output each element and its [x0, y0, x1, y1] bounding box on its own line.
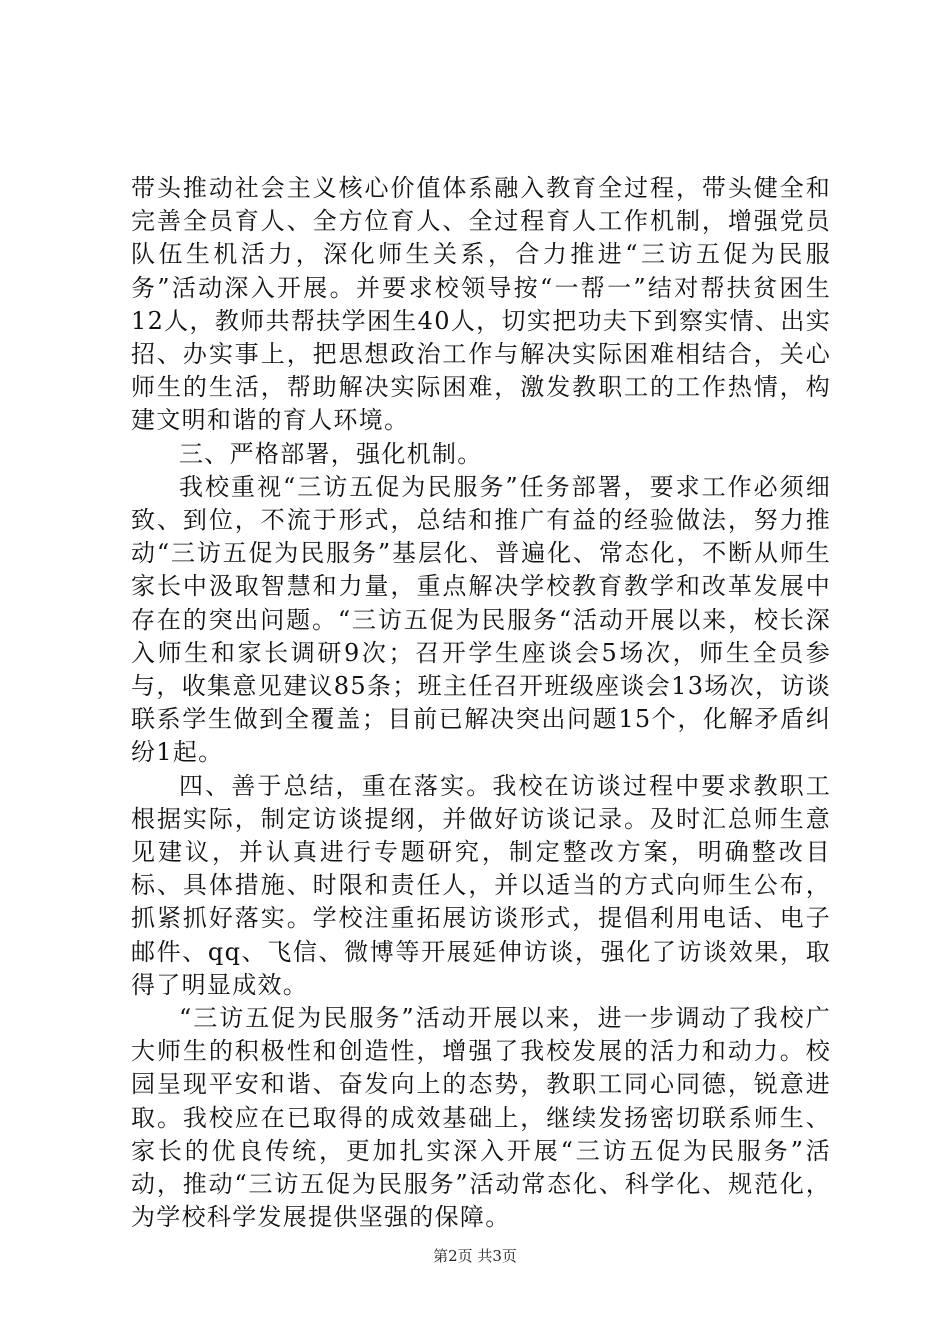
paragraph-section-four: 四、善于总结，重在落实。我校在访谈过程中要求教职工根据实际，制定访谈提纲，并做好访谈记录。及时汇总师生意见建议，并认真进行专题研究，制定整改方案，明确整改目标、具体措施、时限和责任人，并以适当的方式向师生公布，抓紧抓好落实。学校注重拓展访谈形式，提倡利用电话、电子邮件、qq、飞信、微博等开展延伸访谈，强化了访谈效果，取得了明显成效。	[131, 771, 831, 999]
document-body	[131, 172, 831, 1235]
page-number: 第2页 共3页	[433, 1247, 517, 1265]
paragraph-section-three: 我校重视“三访五促为民服务”任务部署，要求工作必须细致、到位，不流于形式，总结和推广有益的经验做法，努力推动“三访五促为民服务”基层化、普遍化、常态化，不断从师生家长中汲取智慧和力量，重点解决学校教育教学和改革发展中存在的突出问题。“三访五促为民服务“活动开展以来，校长深入师生和家长调研9次；召开学生座谈会5场次，师生全员参与，收集意见建议85条；班主任召开班级座谈会13场次，访谈联系学生做到全覆盖；目前已解决突出问题15个，化解矛盾纠纷1起。	[131, 472, 831, 767]
page-footer	[0, 1246, 950, 1266]
section-heading-three: 三、严格部署，强化机制。	[179, 439, 483, 468]
paragraph-conclusion: “三访五促为民服务”活动开展以来，进一步调动了我校广大师生的积极性和创造性，增强了我校发展的活力和动力。校园呈现平安和谐、奋发向上的态势，教职工同心同德，锐意进取。我校应在已取得的成效基础上，继续发扬密切联系师生、家长的优良传统，更加扎实深入开展“三访五促为民服务”活动，推动“三访五促为民服务”活动常态化、科学化、规范化，为学校科学发展提供坚强的保障。	[131, 1004, 831, 1232]
paragraph-continuation: 带头推动社会主义核心价值体系融入教育全过程，带头健全和完善全员育人、全方位育人、全过程育人工作机制，增强党员队伍生机活力，深化师生关系，合力推进“三访五促为民服务”活动深入开展。并要求校领导按“一帮一”结对帮扶贫困生12人，教师共帮扶学困生40人，切实把功夫下到察实情、出实招、办实事上，把思想政治工作与解决实际困难相结合，关心师生的生活，帮助解决实际困难，激发教职工的工作热情，构建文明和谐的育人环境。	[131, 174, 831, 435]
